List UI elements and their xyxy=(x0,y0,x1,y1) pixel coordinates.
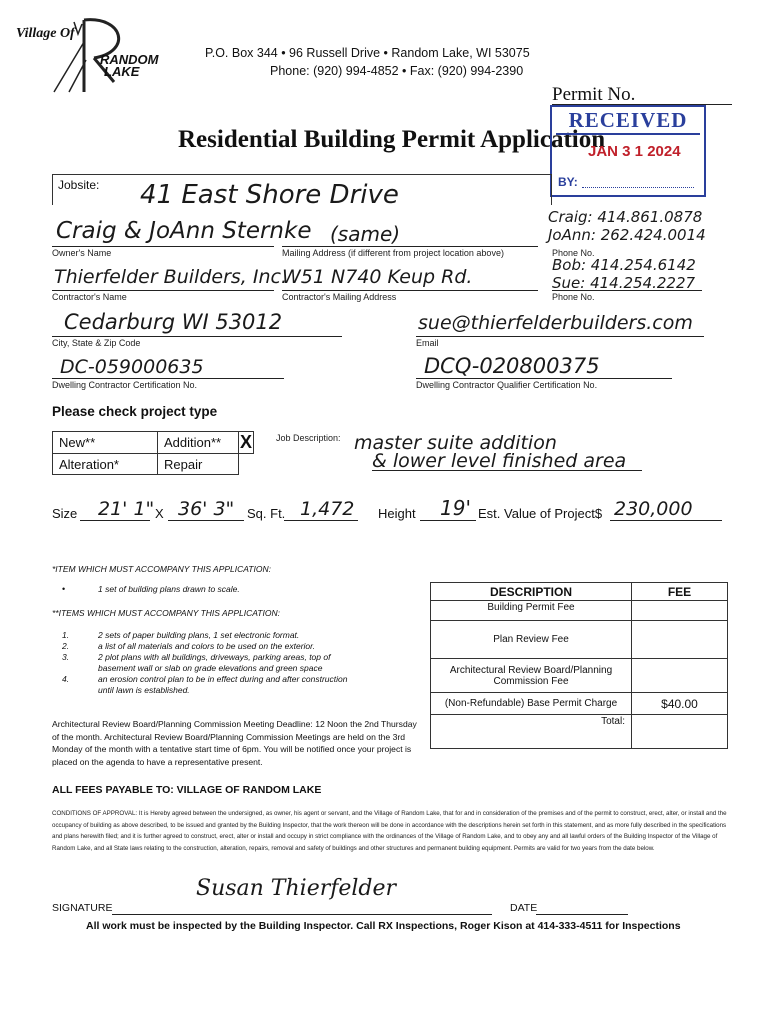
contractor-phone-label: Phone No. xyxy=(552,292,595,302)
dcq-value[interactable]: DCQ-020800375 xyxy=(424,354,600,378)
items-list-num: 1. xyxy=(62,630,70,640)
fee-row-value[interactable] xyxy=(632,659,728,693)
est-label: Est. Value of Project$ xyxy=(478,506,603,521)
job-desc-underline xyxy=(372,470,642,471)
meeting-info: Architectural Review Board/Planning Commission Meeting Deadline: 12 Noon the 2nd Thursday of the month. Architectural Review Board/Planning Commission Meetings are held on the 3rd Monday of the month with a tentative start time of 6pm. You will be notified once your project is placed on the agenda to have a representative present. xyxy=(52,719,417,767)
sqft-line xyxy=(284,520,358,521)
size-width[interactable]: 21' 1" xyxy=(98,498,155,520)
permit-no-label: Permit No. xyxy=(552,84,636,105)
contractor-mailing-line xyxy=(282,290,538,291)
contractor-name[interactable]: Thierfelder Builders, Inc. xyxy=(54,266,287,288)
fee-table xyxy=(430,582,728,749)
items-heading: **ITEMS WHICH MUST ACCOMPANY THIS APPLICATION: xyxy=(52,608,280,618)
owner-name-line xyxy=(52,246,274,247)
stamp-date: JAN 3 1 2024 xyxy=(588,143,681,160)
city-line xyxy=(52,336,342,337)
contractor-phone-1[interactable]: Bob: 414.254.6142 xyxy=(552,256,696,274)
height-value[interactable]: 19' xyxy=(440,496,471,520)
contractor-phone-2[interactable]: Sue: 414.254.2227 xyxy=(552,274,696,292)
fee-desc-header: DESCRIPTION xyxy=(431,583,632,601)
email-line xyxy=(416,336,704,337)
jobsite-value[interactable]: 41 East Shore Drive xyxy=(140,180,399,210)
project-type-table xyxy=(52,431,254,475)
email-value[interactable]: sue@thierfelderbuilders.com xyxy=(418,312,693,334)
sqft-label: Sq. Ft. xyxy=(247,506,286,521)
contractor-name-label: Contractor's Name xyxy=(52,292,127,302)
size-label: Size xyxy=(52,506,78,521)
height-label: Height xyxy=(378,506,416,521)
signature-line xyxy=(112,914,492,915)
owner-mailing-label: Mailing Address (if different from project location above) xyxy=(282,248,504,258)
sqft-value[interactable]: 1,472 xyxy=(300,498,355,520)
fee-total-label: Total: xyxy=(431,715,632,749)
contractor-phone-line xyxy=(552,290,702,291)
stamp-by: BY: xyxy=(558,175,578,189)
page-title: Residential Building Permit Application xyxy=(178,126,606,153)
est-line xyxy=(610,520,722,521)
fee-row-desc: Architectural Review Board/Planning Commission Fee xyxy=(431,659,632,693)
header-phone: Phone: (920) 994-4852 • Fax: (920) 994-2390 xyxy=(270,64,524,78)
contractor-mailing[interactable]: W51 N740 Keup Rd. xyxy=(282,266,473,288)
dcc-label: Dwelling Contractor Certification No. xyxy=(52,380,198,390)
city-value[interactable]: Cedarburg WI 53012 xyxy=(64,310,283,334)
logo-random: RANDOM xyxy=(100,52,159,67)
logo-village-of: Village Of xyxy=(16,26,75,41)
dcc-value[interactable]: DC-059000635 xyxy=(60,356,204,378)
jobsite-label: Jobsite: xyxy=(58,178,100,192)
received-stamp xyxy=(550,105,706,197)
items-list-text: 2 plot plans with all buildings, driveways, parking areas, top of basement wall or slab on grade elevations and green space xyxy=(98,652,331,673)
size-x: X xyxy=(155,506,164,521)
fee-row-value[interactable]: $40.00 xyxy=(632,693,728,715)
type-addition-checkbox[interactable]: X xyxy=(239,432,252,452)
fee-row-desc: Plan Review Fee xyxy=(431,621,632,659)
owner-phone-2[interactable]: JoAnn: 262.424.0014 xyxy=(548,226,706,244)
fees-payable: ALL FEES PAYABLE TO: VILLAGE OF RANDOM LAKE xyxy=(52,784,322,796)
type-alteration[interactable]: Alteration* xyxy=(53,454,158,475)
stamp-received: RECEIVED xyxy=(556,108,700,135)
owner-mailing[interactable]: (same) xyxy=(330,222,401,246)
fee-row-desc: (Non-Refundable) Base Permit Charge xyxy=(431,693,632,715)
signature-value[interactable]: Susan Thierfelder xyxy=(196,876,397,901)
dcc-line xyxy=(52,378,284,379)
size-l-line xyxy=(168,520,244,521)
footer-note: All work must be inspected by the Building Inspector. Call RX Inspections, Roger Kison at 414-333-4511 for Inspections xyxy=(86,920,681,932)
job-desc-label: Job Description: xyxy=(276,433,341,443)
items-list xyxy=(62,630,362,696)
items-list-num: 3. xyxy=(62,652,70,662)
owner-phone-label: Phone No. xyxy=(552,248,595,258)
job-desc-line-1[interactable]: master suite addition xyxy=(354,432,557,454)
date-line xyxy=(536,914,628,915)
items-list-item xyxy=(62,630,362,641)
stamp-by-line xyxy=(582,187,694,188)
item-bullet: • xyxy=(62,584,66,594)
size-length[interactable]: 36' 3" xyxy=(178,498,235,520)
items-list-num: 2. xyxy=(62,641,70,651)
items-list-item xyxy=(62,641,362,652)
email-label: Email xyxy=(416,338,439,348)
item-heading: *ITEM WHICH MUST ACCOMPANY THIS APPLICATION: xyxy=(52,564,271,574)
project-type-heading: Please check project type xyxy=(52,404,218,419)
items-list-item xyxy=(62,652,362,674)
contractor-name-line xyxy=(52,290,274,291)
fee-total-value[interactable] xyxy=(632,715,728,749)
owner-name[interactable]: Craig & JoAnn Sternke xyxy=(56,218,312,244)
signature-label: SIGNATURE xyxy=(52,902,113,914)
items-list-text: 2 sets of paper building plans, 1 set electronic format. xyxy=(98,630,300,640)
height-line xyxy=(420,520,476,521)
city-label: City, State & Zip Code xyxy=(52,338,141,348)
size-w-line xyxy=(80,520,150,521)
owner-mailing-line xyxy=(282,246,538,247)
fee-row-value[interactable] xyxy=(632,601,728,621)
conditions-text: CONDITIONS OF APPROVAL: It is Hereby agreed between the undersigned, as owner, his agent or servant, and the Village of Random Lake, that for and in consideration of the premises and of the permit to construct, erect, alter, or install and the occupancy of building as above described, to be issued and granted by the Building Inspector, that the work thereon will be done in accordance with the descriptions herein set forth in this statement, and as more fully described in the specifications and plans herewith filed; and it is further agreed to construct, erect, alter or install and occupy in strict compliance with the ordinances of the Village of Random Lake, and to obey any and all lawful orders of the Building Inspector of the Village of Random Lake, and all State laws relating to the construction, alteration, repairs, removal and safety of buildings and other structures and permanent building equipment. Permits are valid for two years from the date below. xyxy=(52,810,727,852)
fee-row-value[interactable] xyxy=(632,621,728,659)
dcq-label: Dwelling Contractor Qualifier Certification No. xyxy=(416,380,598,390)
owner-phone-1[interactable]: Craig: 414.861.0878 xyxy=(548,208,703,226)
date-label: DATE xyxy=(510,902,538,914)
est-value[interactable]: 230,000 xyxy=(614,498,693,520)
items-list-item xyxy=(62,674,362,696)
type-new[interactable]: New** xyxy=(53,432,158,454)
item-bullet-text: 1 set of building plans drawn to scale. xyxy=(98,584,240,594)
items-list-text: a list of all materials and colors to be used on the exterior. xyxy=(98,641,316,651)
dcq-line xyxy=(416,378,672,379)
owner-name-label: Owner's Name xyxy=(52,248,112,258)
fee-row-desc: Building Permit Fee xyxy=(431,601,632,621)
logo-lake: LAKE xyxy=(104,64,140,79)
job-desc-line-2[interactable]: & lower level finished area xyxy=(372,450,627,472)
items-list-num: 4. xyxy=(62,674,70,684)
type-addition[interactable]: Addition** xyxy=(158,432,239,454)
items-list-text: an erosion control plan to be in effect during and after construction until lawn is established. xyxy=(98,674,348,695)
fee-header: FEE xyxy=(632,583,728,601)
header-address: P.O. Box 344 • 96 Russell Drive • Random Lake, WI 53075 xyxy=(205,46,530,60)
type-repair[interactable]: Repair xyxy=(158,454,239,475)
contractor-mailing-label: Contractor's Mailing Address xyxy=(282,292,397,302)
